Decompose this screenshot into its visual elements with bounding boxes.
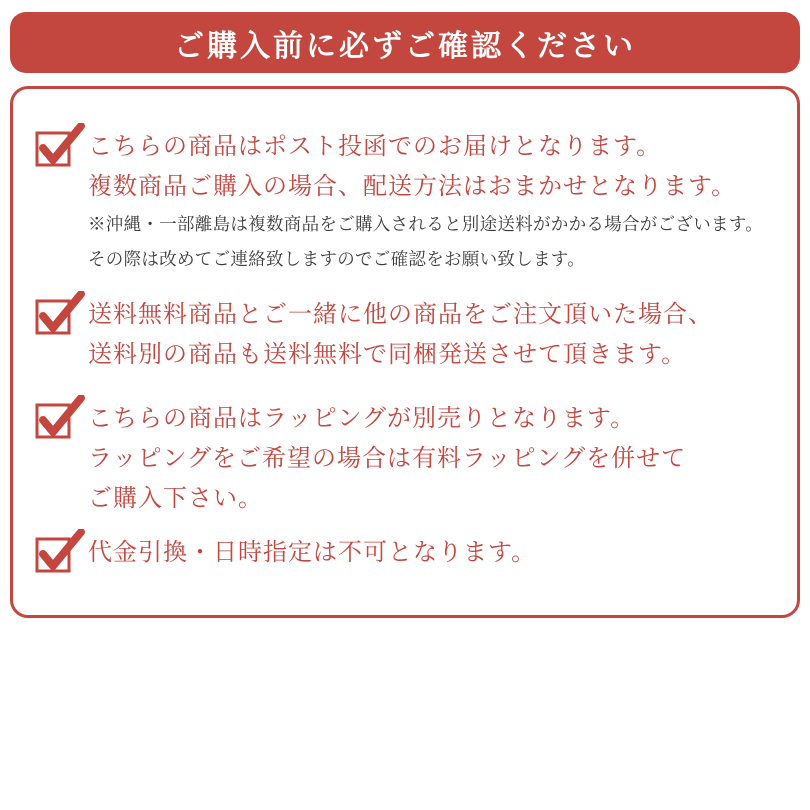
- item-line: 代金引換・日時指定は不可となります。: [88, 539, 537, 566]
- item-line: 送料無料商品とご一緒に他の商品をご注文頂いた場合、: [88, 301, 713, 328]
- checklist-item: [35, 295, 785, 375]
- page-title: ご購入前に必ずご確認ください: [174, 29, 636, 63]
- item-text: [88, 399, 785, 519]
- item-line: こちらの商品はラッピングが別売りとなります。: [88, 405, 636, 432]
- checkbox-checked-icon: [35, 529, 88, 575]
- item-text: [88, 295, 785, 375]
- checkbox-checked-icon: [35, 123, 88, 169]
- notice-box: [10, 86, 800, 618]
- item-note-line: その際は改めてご連絡致しますのでご確認をお願い致します。: [88, 249, 585, 269]
- item-text: [88, 127, 785, 277]
- item-line: 複数商品ご購入の場合、配送方法はおまかせとなります。: [88, 173, 737, 200]
- item-text: [88, 533, 785, 573]
- item-line: 送料別の商品も送料無料で同梱発送させて頂きます。: [88, 341, 687, 368]
- item-line: ご購入下さい。: [88, 485, 263, 512]
- item-line: こちらの商品はポスト投函でのお届けとなります。: [88, 133, 662, 160]
- notice-header: [10, 12, 800, 73]
- checklist-item: [35, 399, 785, 519]
- checklist-item: [35, 127, 785, 277]
- checkbox-checked-icon: [35, 291, 88, 337]
- checkbox-checked-icon: [35, 395, 88, 441]
- checklist-item: [35, 533, 785, 575]
- item-note-line: ※沖縄・一部離島は複数商品をご購入されると別途送料がかかる場合がございます。: [88, 214, 763, 234]
- item-line: ラッピングをご希望の場合は有料ラッピングを併せて: [88, 445, 687, 472]
